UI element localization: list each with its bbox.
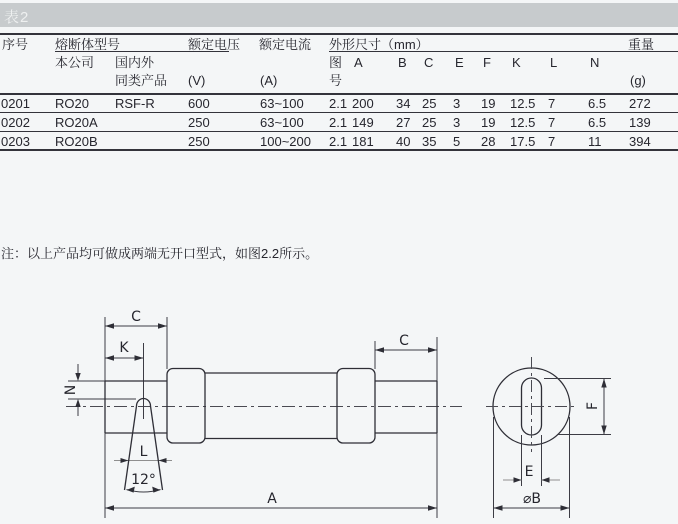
table-cell: RO20B [55, 134, 98, 149]
table-cell: 25 [422, 115, 437, 130]
table-cell: 250 [188, 134, 210, 149]
table-cell: 12.5 [510, 96, 536, 111]
table-cell: 2.1 [329, 115, 348, 130]
col-header-dim-b: B [398, 55, 407, 70]
col-header-similar-1: 国内外 [115, 55, 155, 70]
dim-label-f: F [585, 401, 601, 411]
table-cell: 6.5 [588, 96, 607, 111]
table-cell: 2.1 [329, 134, 348, 149]
col-header-voltage: 额定电压 [188, 37, 241, 52]
table-cell: 139 [629, 115, 651, 130]
table-cell: 7 [548, 134, 556, 149]
dim-label-n: N [63, 384, 79, 396]
col-header-figure-1: 图 [329, 55, 343, 70]
col-header-dimensions: 外形尺寸（mm） [329, 37, 429, 52]
table-cell: RO20A [55, 115, 98, 130]
table-cell: 19 [481, 115, 496, 130]
table-cell: 250 [188, 115, 210, 130]
col-header-current-unit: (A) [260, 73, 278, 88]
footnote: 注：以上产品均可做成两端无开口型式，如图2.2所示。 [1, 246, 319, 261]
table-cell: 5 [453, 134, 461, 149]
table-cell: 2.1 [329, 96, 348, 111]
col-header-figure-2: 号 [329, 73, 343, 88]
table-cell: 27 [396, 115, 411, 130]
table-cell: RO20 [55, 96, 89, 111]
table-cell: 40 [396, 134, 411, 149]
col-header-dim-a: A [354, 55, 363, 70]
col-header-dim-l: L [550, 55, 558, 70]
col-header-dim-n: N [590, 55, 600, 70]
table-cell: 34 [396, 96, 411, 111]
col-header-serial: 序号 [2, 37, 29, 52]
col-header-weight-unit: (g) [630, 73, 646, 88]
table-cell: 600 [188, 96, 210, 111]
table-cell: 63~100 [260, 96, 304, 111]
col-header-current: 额定电流 [259, 37, 312, 52]
dim-label-c-left: C [131, 309, 141, 325]
table-cell: 7 [548, 96, 556, 111]
end-view [486, 357, 611, 518]
dim-label-angle: 12° [131, 472, 156, 488]
dim-label-b: ⌀B [522, 491, 542, 507]
table-cell: 200 [352, 96, 374, 111]
col-header-similar-2: 同类产品 [115, 73, 168, 88]
table-cell: 63~100 [260, 115, 304, 130]
table-cell: 7 [548, 115, 556, 130]
table-cell: RSF-R [115, 96, 155, 111]
table-cell: 12.5 [510, 115, 536, 130]
table-title: 表2 [4, 9, 30, 26]
table-cell: 3 [453, 115, 461, 130]
dim-label-e: E [524, 464, 534, 480]
table-cell: 0203 [1, 134, 30, 149]
table-cell: 272 [629, 96, 651, 111]
col-header-dim-k: K [512, 55, 521, 70]
table-cell: 149 [352, 115, 374, 130]
table-cell: 28 [481, 134, 496, 149]
col-header-weight: 重量 [628, 37, 655, 52]
table-cell: 0202 [1, 115, 30, 130]
table-cell: 35 [422, 134, 437, 149]
dim-label-c-right: C [399, 333, 409, 349]
col-header-voltage-unit: (V) [188, 73, 206, 88]
dim-label-a: A [267, 491, 277, 507]
table-cell: 19 [481, 96, 496, 111]
table-cell: 6.5 [588, 115, 607, 130]
col-header-dim-e: E [455, 55, 464, 70]
table-cell: 181 [352, 134, 374, 149]
col-header-dim-c: C [424, 55, 434, 70]
table-cell: 0201 [1, 96, 30, 111]
table-cell: 17.5 [510, 134, 536, 149]
table-cell: 100~200 [260, 134, 311, 149]
col-header-company: 本公司 [55, 55, 95, 70]
table-cell: 3 [453, 96, 461, 111]
table-cell: 25 [422, 96, 437, 111]
dim-label-k: K [119, 340, 129, 356]
dim-label-l: L [139, 444, 148, 460]
col-header-dim-f: F [483, 55, 491, 70]
table-cell: 394 [629, 134, 651, 149]
table-cell: 11 [588, 134, 602, 149]
col-header-model: 熔断体型号 [55, 37, 121, 52]
